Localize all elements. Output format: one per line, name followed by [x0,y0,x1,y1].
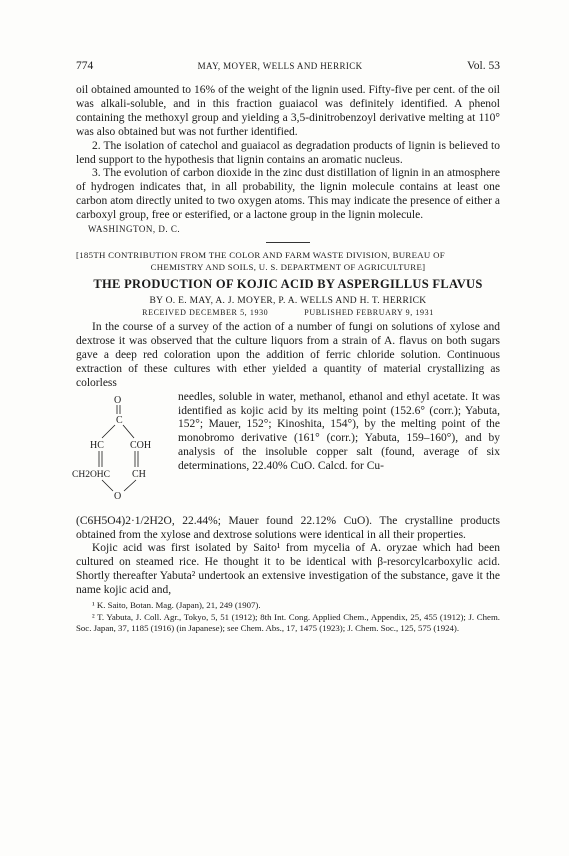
running-title: MAY, MOYER, WELLS AND HERRICK [197,61,363,71]
body-paragraph-1-top: In the course of a survey of the action of a number of fungi on solutions of xylose and dextrose it was observed that the culture liquors from a strain of A. flavus on both sugars gave a deep red coloration upon the addition of ferric chloride solution. Continuous extraction of these cultures with ether yielded a quantity of material crystallizing as colorless [76,321,500,389]
struct-o-bottom: O [114,490,122,502]
struct-ch: CH [132,468,146,480]
signoff-location: WASHINGTON, D. C. [88,224,181,235]
struct-o-top: O [114,394,122,406]
kojic-acid-structure [72,391,172,515]
kojic-acid-structure-diagram [72,391,172,515]
prev-article-paragraph-1: oil obtained amounted to 16% of the weight of the lignin used. Fifty-five per cent. of the oil was alkali-soluble, and in this fraction guaiacol was definitely identified. A phenol containing the methoxyl group and yielding a 3,5-dinitrobenzoyl derivative melting at 110° was also obtained but was not further identified. [76,84,500,138]
body-paragraph-1-wrap: needles, soluble in water, methanol, ethanol and ethyl acetate. It was identified as kojic acid by its melting point (152.6° (corr.); Yabuta, 152°; Mauer, 152°; Kinoshita, 154°), by the melting point of the monobromo derivative (161° (corr.); Yabuta, 159–160°), and by analysis of the insoluble copper salt (found, average of six determinations, 22.40% CuO. Calcd. for Cu- [178,390,500,473]
structure-wrap-block [72,390,500,502]
contribution-line-2: CHEMISTRY AND SOILS, U. S. DEPARTMENT OF AGRICULTURE] [150,262,426,273]
bond-c-o-left [102,480,113,491]
contribution-note [76,249,500,273]
page-number: 774 [76,60,94,72]
published-date: PUBLISHED FEBRUARY 9, 1931 [304,308,434,318]
struct-hc: HC [90,439,104,451]
article-dates [76,308,500,317]
bond-ch-o-right [124,480,136,491]
body-paragraph-1-tail: (C6H5O4)2·1/2H2O, 22.44%; Mauer found 22.12% CuO). The crystalline products obtained from the xylose and dextrose solutions were identical in all their properties. [76,514,500,541]
article-title: THE PRODUCTION OF KOJIC ACID BY ASPERGILLUS FLAVUS [93,277,483,292]
journal-page [72,60,500,635]
volume-label: Vol. 53 [466,60,500,72]
section-divider [266,242,310,243]
prev-article-paragraph-3: 3. The evolution of carbon dioxide in the zinc dust distillation of lignin in an atmosphere of hydrogen indicates that, in all probability, the lignin molecule contains at least one carbon atom directly united to two oxygen atoms. This may indicate the presence of either a carboxyl group, free or esterified, or a lactone group in the lignin molecule. [76,167,500,222]
article-authors: BY O. E. MAY, A. J. MOYER, P. A. WELLS AND H. T. HERRICK [149,296,427,307]
footnote-1: ¹ K. Saito, Botan. Mag. (Japan), 21, 249 (1907). [92,600,261,611]
bond-c-coh [123,425,134,438]
body-paragraph-2: Kojic acid was first isolated by Saito¹ from mycelia of A. oryzae which had been cultured on steamed rice. He thought it to be identical with β-resorcylcarboxylic acid. Shortly thereafter Yabuta² undertook an extensive investigation of the substance, gave it the name kojic acid and, [76,542,500,597]
struct-ch2ohc: CH2OHC [72,469,111,480]
struct-c-top: C [116,414,123,426]
page-header [76,60,500,84]
received-date: RECEIVED DECEMBER 5, 1930 [142,308,269,318]
bond-c-hc [102,425,115,438]
footnote-2: ² T. Yabuta, J. Coll. Agr., Tokyo, 5, 51 (1912); 8th Int. Cong. Applied Chem., Appendix, 25, 455 (1912); J. Chem. Soc. Japan, 37, 1185 (1916) (in Japanese); see Chem. Abs., 17, 1475 (1923); J. Chem. Soc., 125, 575 (1924). [76,611,500,634]
struct-coh: COH [130,439,152,451]
prev-article-paragraph-2: 2. The isolation of catechol and guaiacol as degradation products of lignin is believed to lend support to the hypothesis that lignin contains an aromatic nucleus. [76,139,500,166]
contribution-line-1: [185TH CONTRIBUTION FROM THE COLOR AND FARM WASTE DIVISION, BUREAU OF [76,250,445,261]
